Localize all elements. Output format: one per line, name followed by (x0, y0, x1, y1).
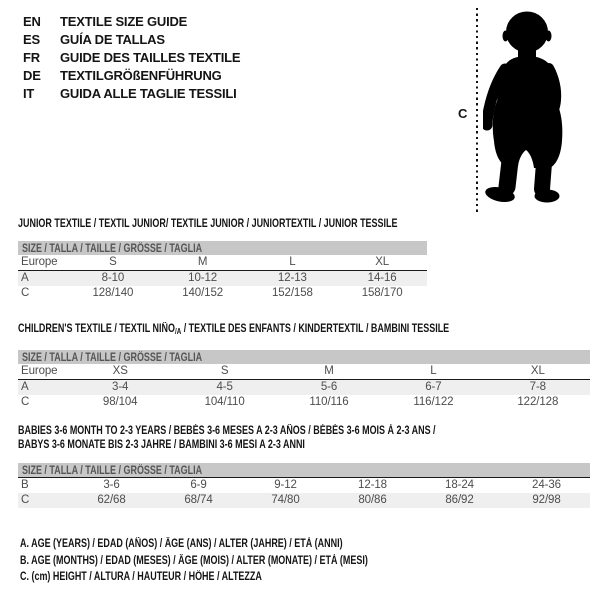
row-label: C (21, 494, 30, 506)
height-cell: 92/98 (532, 494, 561, 506)
months-cell: 3-6 (103, 479, 120, 491)
language-code: DE (23, 68, 41, 83)
age-cell: 12-13 (277, 272, 307, 284)
height-label-c: C (458, 106, 468, 121)
age-cell: 5-6 (320, 381, 338, 393)
height-cell: 110/116 (309, 396, 349, 408)
language-row-es (23, 31, 240, 49)
title-part: / TEXTILE DES ENFANTS / KINDERTEXTIL / BAMBINI TESSILE (181, 323, 450, 335)
language-label: GUIDA ALLE TAGLIE TESSILI (60, 86, 237, 101)
months-cell: 9-12 (274, 479, 297, 491)
junior-textile-table (18, 218, 427, 301)
language-label: TEXTILGRÖßENFÜHRUNG (60, 68, 222, 83)
row-label: C (21, 396, 30, 408)
height-cell: 152/158 (271, 287, 313, 299)
size-header-bar (18, 350, 590, 364)
table-row-height (18, 493, 590, 508)
table-row-height (18, 395, 590, 410)
row-label: Europe (21, 256, 58, 268)
size-cell: XL (530, 365, 545, 377)
height-cell: 122/128 (517, 396, 559, 408)
age-cell: 10-12 (188, 272, 218, 284)
size-cell: S (220, 365, 229, 377)
months-cell: 18-24 (445, 479, 474, 491)
size-cell: L (430, 365, 437, 377)
childrens-textile-table (18, 323, 590, 410)
language-list (23, 13, 240, 103)
row-label: C (21, 287, 30, 299)
months-cell: 12-18 (358, 479, 387, 491)
language-code: FR (23, 50, 40, 65)
height-cell: 68/74 (184, 494, 213, 506)
size-header-label: SIZE / TALLA / TAILLE / GRÖSSE / TAGLIA (22, 243, 203, 255)
height-reference-line (476, 8, 478, 213)
footnote-c: C. (cm) HEIGHT / ALTURA / HAUTEUR / HÖHE / ALTEZZA (20, 571, 262, 583)
row-label: A (21, 381, 29, 393)
footnote-a: A. AGE (YEARS) / EDAD (AÑOS) / ÂGE (ANS) / ALTER (JAHRE) / ETÀ (ANNI) (20, 538, 343, 550)
size-cell: M (324, 365, 334, 377)
title-subscript: /A (174, 327, 182, 336)
height-cell: 80/86 (358, 494, 387, 506)
table-row-months (18, 478, 590, 493)
size-header-label: SIZE / TALLA / TAILLE / GRÖSSE / TAGLIA (22, 465, 203, 477)
language-code: IT (23, 86, 35, 101)
age-cell: 8-10 (101, 272, 125, 284)
size-header-bar (18, 463, 590, 478)
age-cell: 6-7 (425, 381, 442, 393)
size-cell: S (109, 256, 117, 268)
language-label: TEXTILE SIZE GUIDE (60, 14, 188, 29)
table-title (18, 323, 464, 338)
row-label: Europe (21, 365, 58, 377)
table-row-age (18, 380, 590, 395)
language-row-de (23, 67, 240, 85)
age-cell: 4-5 (216, 381, 233, 393)
size-cell: M (197, 256, 208, 268)
height-cell: 140/152 (182, 287, 224, 299)
height-cell: 128/140 (92, 287, 134, 299)
footnotes (20, 536, 466, 586)
age-cell: 3-4 (112, 381, 129, 393)
months-cell: 24-36 (532, 479, 561, 491)
table-row-height (18, 286, 427, 301)
size-cell: L (289, 256, 296, 268)
height-cell: 62/68 (97, 494, 126, 506)
table-row-age (18, 271, 427, 286)
age-cell: 7-8 (529, 381, 546, 393)
height-cell: 158/170 (361, 287, 403, 299)
age-cell: 14-16 (367, 272, 397, 284)
size-cell: XS (112, 365, 128, 377)
table-title-line2: BABYS 3-6 MONATE BIS 2-3 JAHRE / BAMBINI 3-6 MESI A 2-3 ANNI (18, 438, 305, 451)
size-header-label: SIZE / TALLA / TAILLE / GRÖSSE / TAGLIA (22, 352, 203, 364)
table-row-europe (18, 255, 427, 271)
language-label: GUÍA DE TALLAS (60, 32, 165, 47)
size-cell: XL (375, 256, 390, 268)
height-cell: 104/110 (204, 396, 245, 408)
size-header-bar (18, 241, 427, 255)
row-label: A (21, 272, 29, 284)
baby-silhouette-icon (483, 11, 571, 203)
height-cell: 74/80 (271, 494, 300, 506)
language-code: ES (23, 32, 40, 47)
table-row-europe (18, 364, 590, 380)
table-title: JUNIOR TEXTILE / TEXTIL JUNIOR/ TEXTILE JUNIOR / JUNIORTEXTIL / JUNIOR TESSILE (18, 218, 398, 230)
language-row-fr (23, 49, 240, 67)
footnote-b: B. AGE (MONTHS) / EDAD (MESES) / ÂGE (MOIS) / ALTER (MONATE) / ETÀ (MESI) (20, 554, 368, 567)
height-cell: 116/122 (413, 396, 454, 408)
row-label: B (21, 479, 29, 491)
height-cell: 86/92 (445, 494, 474, 506)
language-label: GUIDE DES TAILLES TEXTILE (60, 50, 241, 65)
table-title-line1: BABIES 3-6 MONTH TO 2-3 YEARS / BEBÉS 3-6 MESES A 2-3 AÑOS / BÉBÉS 3-6 MOIS À 2-3 ANS / (18, 425, 436, 437)
height-cell: 98/104 (102, 396, 138, 408)
language-code: EN (23, 14, 41, 29)
language-row-it (23, 85, 240, 103)
title-part: CHILDREN'S TEXTILE / TEXTIL NIÑO (18, 323, 175, 335)
babies-textile-table (18, 425, 590, 508)
language-row-en (23, 13, 240, 31)
months-cell: 6-9 (190, 479, 207, 491)
